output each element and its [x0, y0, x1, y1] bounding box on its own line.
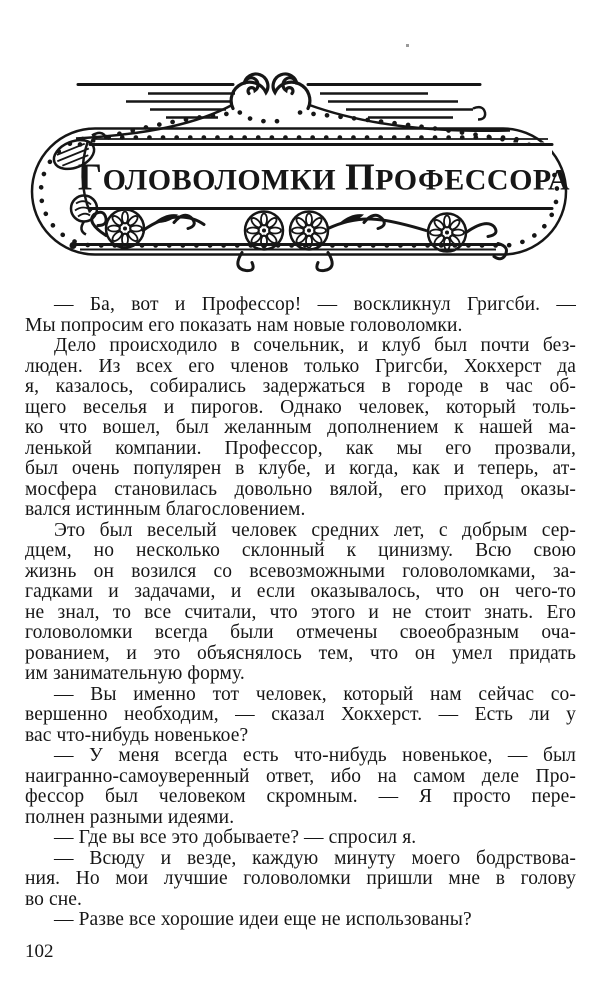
title-rest-2: РОФЕССОРА — [375, 163, 571, 197]
scan-speck — [406, 44, 409, 47]
text-line: — Разве все хорошие идеи еще не использованы? — [54, 909, 472, 930]
rosette-icon — [106, 210, 144, 248]
text-line: во сне. — [25, 888, 83, 910]
title-initial-1: Г — [77, 156, 103, 199]
banner-ornament — [28, 72, 573, 288]
text-line: я, казалось, собирались задержаться в городе в час об- — [25, 376, 576, 397]
floral-garland — [70, 210, 507, 271]
text-line: — Всюду и везде, каждую минуту моего бодрствова- — [54, 847, 576, 869]
text-line: гадками и задачами, и если оказывалось, что он чего-то — [25, 581, 576, 602]
text-line: дцем, но несколько склонный к цинизму. Всю свою — [25, 540, 576, 561]
chapter-header-ornament — [28, 72, 573, 288]
title-initial-2: П — [345, 156, 376, 199]
text-line: щего веселья и пирогов. Однако человек, который толь- — [25, 396, 576, 418]
text-line: наигранно-самоуверенный ответ, ибо на самом деле Про- — [25, 765, 576, 787]
body-text — [25, 295, 576, 931]
text-line: не знал, то все считали, что этого и не стоит знать. Его — [25, 601, 576, 623]
text-line: вался истинным благословением. — [25, 499, 306, 520]
text-line: ко что вошел, был желанным дополнением к нашей ма- — [25, 417, 576, 438]
text-line: Мы попросим его показать нам новые головоломки. — [25, 314, 463, 336]
page-number: 102 — [25, 941, 54, 962]
chapter-title — [78, 157, 570, 199]
text-line: мосфера становилась довольно вялой, его приход оказы- — [25, 478, 576, 500]
text-line: полнен разными идеями. — [25, 806, 235, 828]
top-speed-lines — [78, 85, 485, 120]
text-line: рованием, и это объяснялось тем, что он умел придать — [25, 642, 576, 664]
text-line: ленькой компании. Профессор, как мы его прозвали, — [25, 437, 576, 459]
text-line: — Вы именно тот человек, который нам сейчас со- — [54, 683, 576, 705]
text-line: головоломки всегда были отмечены своеобразным оча- — [25, 622, 576, 643]
title-rest-1: ОЛОВОЛОМКИ — [102, 163, 337, 197]
text-line: — Где вы все это добываете? — спросил я. — [54, 827, 417, 848]
text-line: был очень популярен в клубе, и когда, как и теперь, ат- — [25, 458, 576, 479]
text-line: Это был веселый человек средних лет, с добрым сер- — [54, 519, 576, 541]
text-line: — У меня всегда есть что-нибудь новенькое, — был — [54, 745, 576, 766]
text-line: вас что-нибудь новенькое? — [25, 724, 249, 746]
text-line: ния. Но мои лучшие головоломки пришли мне в голову — [25, 868, 576, 889]
text-line: им занимательную форму. — [25, 663, 245, 684]
text-line: Дело происходило в сочельник, и клуб был почти без- — [54, 335, 576, 356]
text-line: люден. Из всех его членов только Григсби, Хокхерст да — [25, 355, 576, 377]
text-line: жизнь он возился со всевозможными головоломками, за- — [25, 560, 576, 582]
text-line: фессор был человеком скромным. — Я просто пере- — [25, 786, 576, 807]
text-line: вершенно необходим, — сказал Хокхерст. — Есть ли у — [25, 704, 576, 725]
text-line: — Ба, вот и Профессор! — воскликнул Григсби. — — [54, 294, 576, 315]
